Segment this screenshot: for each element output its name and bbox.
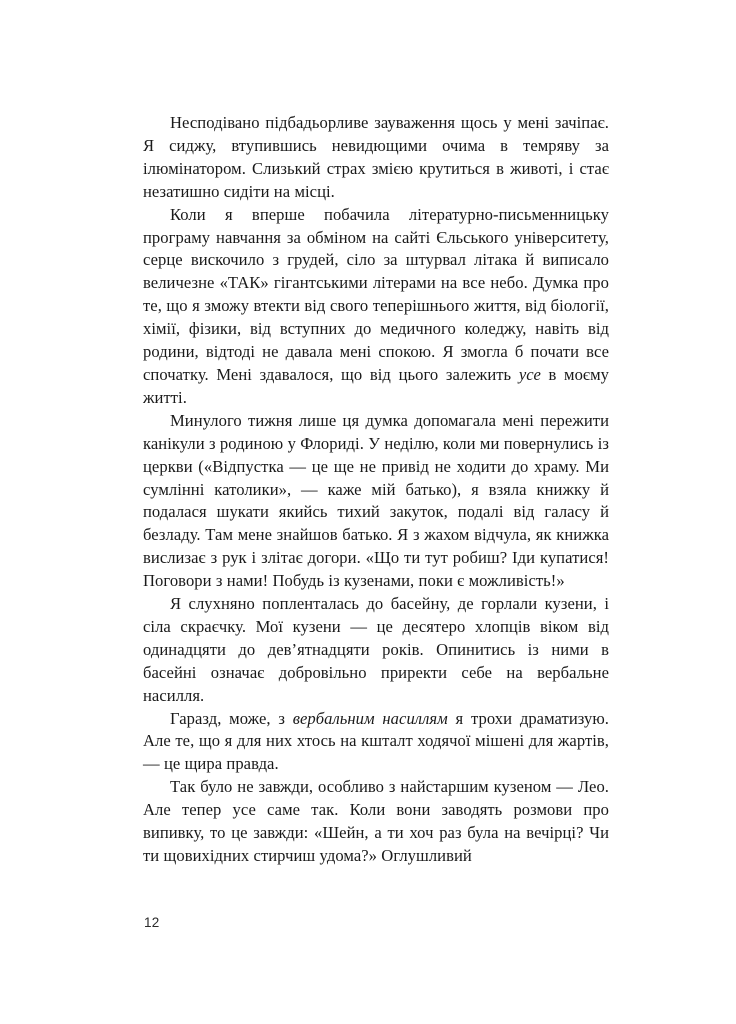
paragraph [143, 410, 609, 593]
page-number: 12 [144, 915, 160, 930]
paragraph [143, 776, 609, 868]
paragraph [143, 708, 609, 777]
body-text: Гаразд, може, з [170, 708, 293, 728]
paragraph [143, 112, 609, 204]
body-text: в моєму житті. [143, 364, 610, 407]
body-text: Минулого тижня лише ця думка допомагала мені пережити канікули з родиною у Флориді. У неділю, коли ми повернулись із церкви («Відпустка — це ще не привід не ходити до храму. Ми сумлінні католики», — каже мій батько), я взяла книжку й подалася шукати якийсь тихий закуток, подалі від галасу й безладу. Там мене знайшов батько. Я з жахом відчула, як книжка вислизає з рук і злітає догори. «Що ти тут робиш? Іди купатися! Поговори з нами! Побудь із кузенами, поки є можливість!» [143, 410, 609, 591]
emphasis-text: вербальним насиллям [292, 708, 448, 728]
body-text: Я слухняно попленталась до басейну, де горлали кузени, і сіла скраєчку. Мої кузени — це десятеро хлопців віком від одинадцяти до дев’ятнадцяти років. Опинитись із ними в басейні означає добровільно приректи себе на вербальне насилля. [143, 594, 609, 705]
body-text: Несподівано підбадьорливе зауваження щось у мені зачіпає. Я сиджу, втупившись невидющими очима в темряву за ілюмінатором. Слизький страх змією крутиться в животі, і стає незатишно сидіти на місці. [143, 113, 609, 201]
body-text: Так було не завжди, особливо з найстаршим кузеном — Лео. Але тепер усе саме так. Коли вони заводять розмови про випивку, то це завжди: «Шейн, а ти хоч раз була на вечірці? Чи ти щовихідних стирчиш удома?» Оглушливий [143, 777, 609, 865]
emphasis-text: усе [518, 364, 541, 384]
page-text-body [143, 112, 609, 868]
body-text: Коли я вперше побачила літературно-письменницьку програму навчання за обміном на сайті Єльського університету, серце вискочило з грудей, сіло за штурвал літака й виписало величезне «ТАК» гігантськими літерами на все небо. Думка про те, що я зможу втекти від свого теперішнього життя, від біології, хімії, фізики, від вступних до медичного коледжу, навіть від родини, відтоді не давала мені спокою. Я змогла б почати все спочатку. Мені здавалося, що від цього залежить [143, 204, 609, 384]
body-text: я трохи драматизую. Але те, що я для них хтось на кшталт ходячої мішені для жартів, — це щира правда. [143, 708, 609, 774]
paragraph [143, 204, 609, 410]
paragraph [143, 593, 609, 708]
